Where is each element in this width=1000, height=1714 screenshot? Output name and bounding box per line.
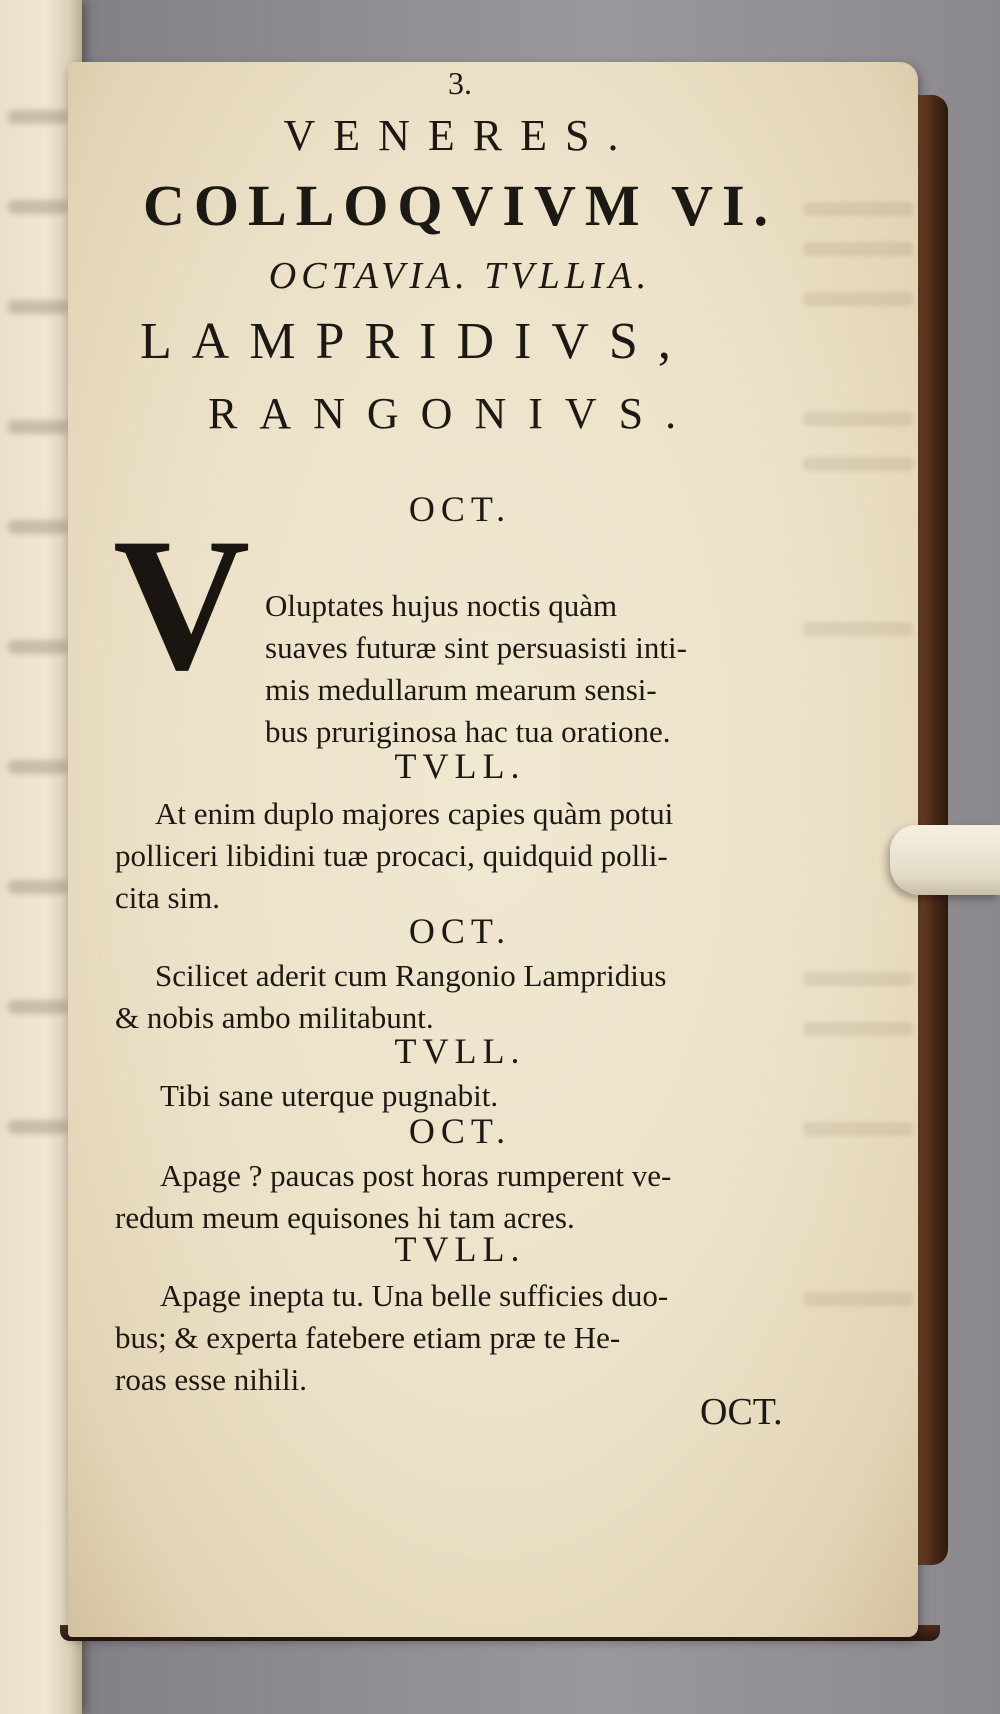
speaker-label: OCT. xyxy=(408,911,512,951)
text-line: At enim duplo majores capies quàm potui xyxy=(155,796,674,831)
text-line: roas esse nihili. xyxy=(115,1362,307,1397)
speaker-label: TVLL. xyxy=(394,1229,526,1269)
ghost-text-line xyxy=(8,880,68,894)
ghost-text-line xyxy=(8,420,68,434)
text-line: suaves futuræ sint persuasisti inti- xyxy=(265,630,687,665)
text-line: mis medullarum mearum sensi- xyxy=(265,672,657,707)
heading-colloquium: COLLOQVIVM VI. xyxy=(142,173,778,238)
text-line: cita sim. xyxy=(115,880,221,915)
page-holder-tab xyxy=(890,825,1000,895)
text-line: bus pruriginosa hac tua oratione. xyxy=(265,714,671,749)
ghost-text-line xyxy=(8,300,68,314)
ghost-text-line xyxy=(8,640,68,654)
speaker-label: OCT. xyxy=(408,489,512,529)
catchword: OCT. xyxy=(700,1391,783,1433)
text-line: Scilicet aderit cum Rangonio Lampridius xyxy=(155,958,667,993)
text-line: & nobis ambo militabunt. xyxy=(115,1000,434,1035)
heading-rangonius: RANGONIVS. xyxy=(208,389,699,438)
show-through-text xyxy=(803,457,913,471)
speaker-label: TVLL. xyxy=(394,1031,526,1071)
text-line: bus; & experta fatebere etiam præ te He- xyxy=(115,1320,621,1355)
ghost-text-line xyxy=(8,1000,68,1014)
heading-veneres: VENERES. xyxy=(283,111,637,160)
speaker-label: OCT. xyxy=(408,1111,512,1151)
text-line: Apage ? paucas post horas rumperent ve- xyxy=(160,1158,672,1193)
text-line: Apage inepta tu. Una belle sufficies duo- xyxy=(160,1278,669,1313)
speaker-label: TVLL. xyxy=(394,746,526,786)
text-line: Oluptates hujus noctis quàm xyxy=(265,588,618,623)
heading-lampridius: LAMPRIDIVS, xyxy=(140,313,691,370)
text-line: redum meum equisones hi tam acres. xyxy=(115,1200,575,1235)
drop-cap: V xyxy=(113,500,251,710)
page-number: 3. xyxy=(448,65,472,101)
text-line: Tibi sane uterque pugnabit. xyxy=(160,1078,499,1113)
heading-speakers: OCTAVIA. TVLLIA. xyxy=(268,255,652,297)
text-line: polliceri libidini tuæ procaci, quidquid polli- xyxy=(115,838,668,873)
